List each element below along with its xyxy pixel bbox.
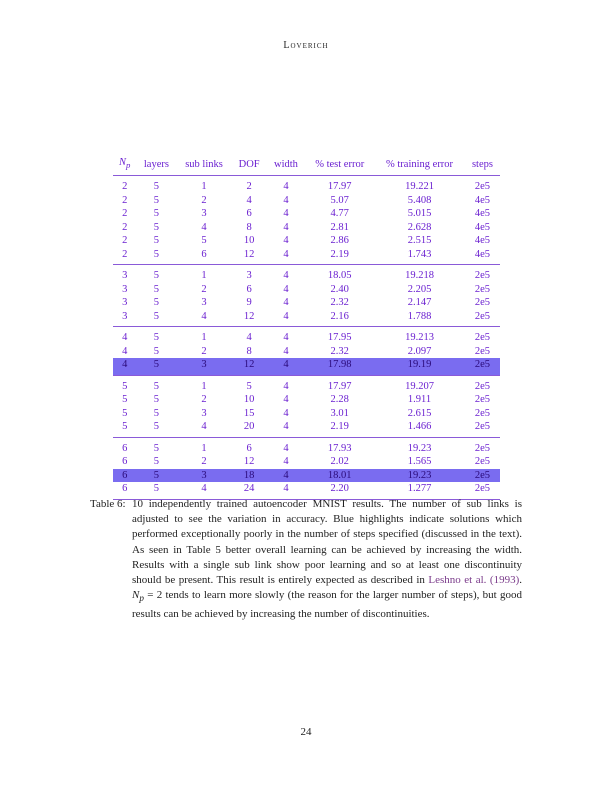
table-cell: 6 — [113, 482, 136, 499]
table-cell: 19.207 — [405, 380, 434, 392]
col-header-np: $N_p$ — [113, 155, 136, 176]
table-cell: 3.01 — [330, 407, 349, 419]
table-cell: 12 — [232, 310, 267, 327]
table-cell: 2.628 — [407, 221, 432, 233]
table-cell: 18.01 — [305, 469, 374, 483]
table-cell: 3 — [113, 310, 136, 327]
table-cell: 5 — [153, 297, 160, 309]
table-cell: 4e5 — [474, 221, 491, 233]
col-header-training-error: % training error — [374, 155, 465, 176]
table-cell: 6 — [246, 283, 252, 295]
table-cell: 5 — [136, 358, 176, 375]
table-cell: 4 — [283, 407, 289, 419]
table-cell: 5 — [136, 469, 176, 483]
table-cell: 5.015 — [407, 208, 432, 220]
table-row — [113, 194, 500, 208]
col-header-sub-links: sub links — [176, 155, 231, 176]
table-cell: 18.05 — [327, 270, 352, 282]
table-row — [113, 420, 500, 437]
table-row — [113, 234, 500, 248]
citation-link[interactable]: Leshno et al. (1993) — [428, 574, 520, 587]
table-cell: 2.147 — [407, 297, 432, 309]
table-cell: 19.19 — [374, 358, 465, 375]
col-header-dof: DOF — [232, 155, 267, 176]
table-cell: 2 — [232, 176, 267, 194]
table-row — [113, 407, 500, 421]
table-row-highlighted — [113, 469, 500, 483]
table-cell: 1 — [201, 442, 207, 454]
table-cell: 2e5 — [474, 297, 491, 309]
table-cell: 4 — [267, 310, 306, 327]
table-cell: 3 — [122, 297, 128, 309]
table-cell: 19.23 — [374, 469, 465, 483]
table-cell: 2 — [201, 394, 207, 406]
table-cell: 2e5 — [474, 380, 491, 392]
table-cell: 2.19 — [305, 248, 374, 265]
table-row — [113, 393, 500, 407]
table-cell: 4 — [283, 194, 289, 206]
table-cell: 2.19 — [305, 420, 374, 437]
table-cell: 20 — [232, 420, 267, 437]
table-cell: 17.97 — [305, 176, 374, 194]
table-cell: 5 — [122, 380, 128, 392]
table-cell: 2.32 — [330, 345, 349, 357]
table-cell: 4 — [283, 442, 289, 454]
table-cell: 2.097 — [407, 345, 432, 357]
table-cell: 4 — [283, 456, 289, 468]
table-cell: 3 — [246, 270, 252, 282]
table-cell: 17.98 — [305, 358, 374, 375]
table-cell: 19.213 — [405, 332, 434, 344]
table-cell: 3 — [122, 283, 128, 295]
table-cell: 4 — [267, 358, 306, 375]
table-cell: 4 — [246, 194, 252, 206]
table-cell: 3 — [176, 358, 231, 375]
table-cell: 4 — [122, 332, 128, 344]
table-cell: 4 — [176, 420, 231, 437]
table-cell: 5 — [136, 248, 176, 265]
table-cell: 6 — [122, 456, 128, 468]
caption-label: Table 6: — [90, 498, 126, 510]
table-row — [113, 207, 500, 221]
table-cell: 17.95 — [327, 332, 352, 344]
table-cell: 1 — [201, 270, 207, 282]
results-table — [113, 155, 500, 500]
table-row-highlighted — [113, 358, 500, 375]
table-cell: 1 — [201, 332, 207, 344]
table-cell: 5 — [122, 407, 128, 419]
table-cell: 2 — [122, 235, 128, 247]
table-cell: 2 — [113, 248, 136, 265]
table-cell: 2e5 — [474, 394, 491, 406]
table-row — [113, 327, 500, 345]
table-row — [113, 296, 500, 310]
table-cell: 4 — [176, 482, 231, 499]
table-caption — [90, 497, 522, 622]
table-cell: 4 — [201, 221, 207, 233]
table-cell: 5 — [153, 221, 160, 233]
caption-text: 10 independently trained autoencoder MNIST results. The number of sub links is adjusted to see the variation in accuracy. Blue highlights indicate solutions which performed exceptionally poorly in the number of steps specified (discussed in the text). As seen in Table 5 better overall learning can be achieved by increasing the width. Results with a single sub link show poor learning and so at least one discontinuity should be present. This result is entirely expected as described in Leshno et al. (1993). $N_p = 2$ tends to learn more slowly (the reason for the larger number of steps), but good results can be achieved by increasing the number of discontinuities. — [132, 498, 522, 620]
table-group — [113, 327, 500, 376]
table-cell: 4 — [246, 332, 252, 344]
table-cell: 19.221 — [374, 176, 465, 194]
table-cell: 5.07 — [330, 194, 349, 206]
table-cell: 2e5 — [474, 283, 491, 295]
table-cell: 4 — [283, 270, 289, 282]
table-cell: 15 — [243, 407, 255, 419]
table-cell: 8 — [246, 221, 252, 233]
table-group — [113, 437, 500, 499]
table-row — [113, 375, 500, 393]
table-group — [113, 176, 500, 265]
table-row — [113, 345, 500, 359]
table-cell: 5 — [153, 208, 160, 220]
table-cell: 4e5 — [474, 235, 491, 247]
table-row — [113, 176, 500, 194]
table-row — [113, 455, 500, 469]
table-group — [113, 265, 500, 327]
table-cell: 19.218 — [405, 270, 434, 282]
table-cell: 2 — [122, 208, 128, 220]
table-cell: 2.40 — [330, 283, 349, 295]
table-cell: 4 — [267, 248, 306, 265]
table-cell: 2e5 — [474, 270, 491, 282]
table-cell: 2 — [113, 176, 136, 194]
table-cell: 5 — [136, 420, 176, 437]
table-cell: 4 — [283, 208, 289, 220]
table-cell: 2e5 — [465, 469, 500, 483]
table-cell: 1.466 — [374, 420, 465, 437]
table-cell: 3 — [201, 407, 207, 419]
table-cell: 3 — [201, 297, 207, 309]
table-cell: 4 — [176, 310, 231, 327]
table-cell: 12 — [232, 248, 267, 265]
col-header-steps: steps — [465, 155, 500, 176]
table-cell: 2e5 — [474, 407, 491, 419]
table-cell: 2 — [201, 194, 207, 206]
table-cell: 5 — [136, 310, 176, 327]
table-cell: 4 — [283, 221, 289, 233]
table-cell: 2e5 — [474, 345, 491, 357]
table-cell: 2.32 — [330, 297, 349, 309]
table-cell: 2e5 — [474, 456, 491, 468]
table-cell: 19.23 — [407, 442, 432, 454]
table-cell: 5 — [153, 194, 160, 206]
col-header-width: width — [267, 155, 306, 176]
table-cell: 2e5 — [465, 176, 500, 194]
table-cell: 5 — [153, 270, 160, 282]
table-cell: 3 — [122, 270, 128, 282]
table-cell: 4 — [283, 380, 289, 392]
table-cell: 4 — [283, 283, 289, 295]
table-cell: 5.408 — [407, 194, 432, 206]
page-number: 24 — [300, 726, 312, 738]
table-cell: 4 — [267, 176, 306, 194]
table-cell: 2e5 — [474, 332, 491, 344]
table-cell: 2 — [201, 456, 207, 468]
table-cell: 2 — [122, 221, 128, 233]
table-cell: 4 — [283, 345, 289, 357]
table-cell: 2.20 — [305, 482, 374, 499]
table-cell: 5 — [136, 482, 176, 499]
table-cell: 4 — [283, 394, 289, 406]
table-cell: 2 — [201, 283, 207, 295]
table-cell: 10 — [243, 394, 255, 406]
table-cell: 5 — [153, 235, 160, 247]
table-row — [113, 248, 500, 265]
table-cell: 5 — [113, 420, 136, 437]
table-cell: 5 — [153, 442, 160, 454]
table-cell: 1.743 — [374, 248, 465, 265]
table-cell: 17.93 — [327, 442, 352, 454]
table-cell: 4e5 — [474, 208, 491, 220]
table-cell: 4e5 — [465, 248, 500, 265]
table-cell: 12 — [232, 358, 267, 375]
table-cell: 4.77 — [330, 208, 349, 220]
table-cell: 6 — [122, 442, 128, 454]
table-cell: 9 — [246, 297, 252, 309]
table-cell: 18 — [232, 469, 267, 483]
table-cell: 2.28 — [330, 394, 349, 406]
table-cell: 4 — [113, 358, 136, 375]
table-cell: 17.97 — [327, 380, 352, 392]
table-cell: 2e5 — [465, 358, 500, 375]
table-cell: 2 — [201, 345, 207, 357]
table-cell: 4 — [122, 345, 128, 357]
table-cell: 2.205 — [407, 283, 432, 295]
table-cell: 4 — [267, 420, 306, 437]
table-cell: 10 — [243, 235, 255, 247]
table-cell: 1.911 — [407, 394, 432, 406]
table-cell: 5 — [153, 345, 160, 357]
table-cell: 3 — [201, 208, 207, 220]
table-cell: 6 — [246, 208, 252, 220]
table-cell: 3 — [176, 469, 231, 483]
table-cell: 8 — [246, 345, 252, 357]
table-cell: 4 — [283, 332, 289, 344]
table-cell: 4 — [283, 235, 289, 247]
table-cell: 1.788 — [374, 310, 465, 327]
col-header-layers: layers — [136, 155, 176, 176]
table-cell: 5 — [122, 394, 128, 406]
table-cell: 5 — [136, 176, 176, 194]
table-group — [113, 375, 500, 437]
table-row — [113, 283, 500, 297]
table-cell: 12 — [243, 456, 255, 468]
table-cell: 5 — [153, 456, 160, 468]
table-cell: 5 — [153, 283, 160, 295]
table-cell: 4 — [267, 482, 306, 499]
table-row — [113, 437, 500, 455]
table-cell: 2.615 — [407, 407, 432, 419]
table-cell: 4 — [267, 469, 306, 483]
table-cell: 5 — [153, 380, 160, 392]
table-cell: 5 — [153, 332, 160, 344]
table-cell: 24 — [232, 482, 267, 499]
table-cell: 2e5 — [465, 310, 500, 327]
table-cell: 2.16 — [305, 310, 374, 327]
table-row — [113, 265, 500, 283]
table-cell: 2 — [122, 194, 128, 206]
col-header-test-error: % test error — [305, 155, 374, 176]
table-cell: 5 — [246, 380, 252, 392]
table-cell: 2e5 — [465, 482, 500, 499]
table-cell: 1 — [201, 380, 207, 392]
table-row — [113, 221, 500, 235]
table-cell: 2e5 — [474, 442, 491, 454]
table-cell: 6 — [176, 248, 231, 265]
table-cell: 2.515 — [407, 235, 432, 247]
table-header-row — [113, 155, 500, 176]
table-cell: 6 — [246, 442, 252, 454]
table-cell: 5 — [153, 394, 160, 406]
table-cell: 2.02 — [330, 456, 349, 468]
table-cell: 6 — [113, 469, 136, 483]
table-cell: 1 — [176, 176, 231, 194]
table-cell: 4e5 — [474, 194, 491, 206]
running-header: Loverich — [283, 40, 329, 51]
table-cell: 1.565 — [407, 456, 432, 468]
table-cell: 2.81 — [330, 221, 349, 233]
table-cell: 4 — [283, 297, 289, 309]
table-cell: 2.86 — [330, 235, 349, 247]
table-cell: 5 — [201, 235, 207, 247]
table-cell: 1.277 — [374, 482, 465, 499]
table-row — [113, 310, 500, 327]
table-cell: 2e5 — [465, 420, 500, 437]
table-cell: 5 — [153, 407, 160, 419]
